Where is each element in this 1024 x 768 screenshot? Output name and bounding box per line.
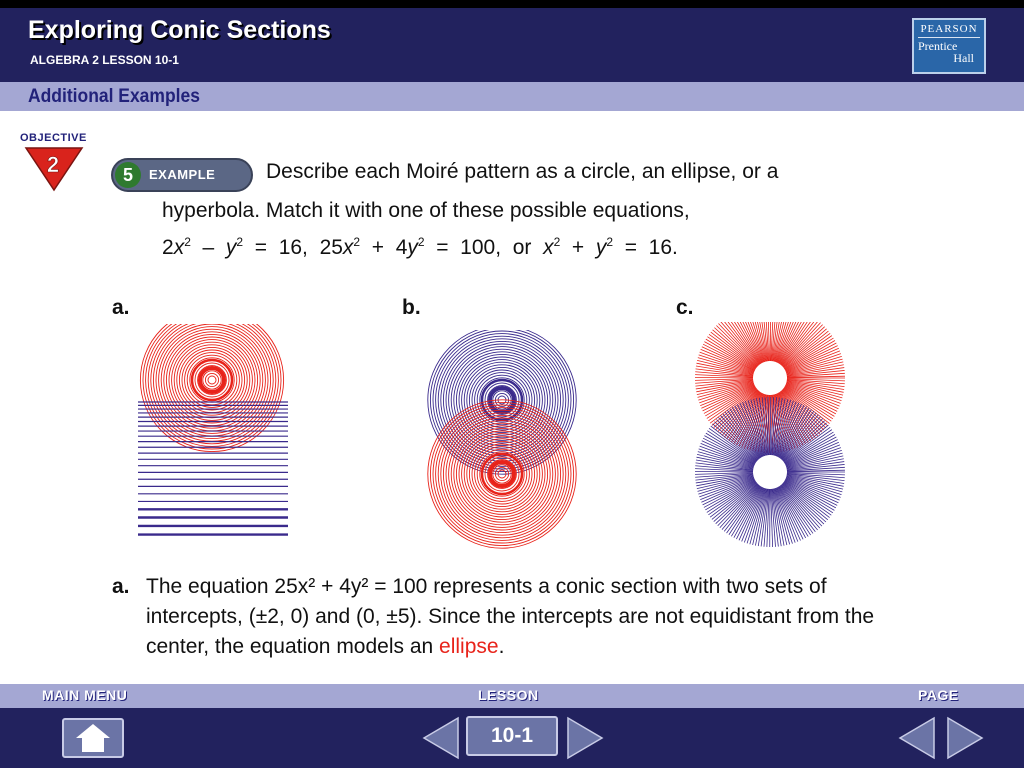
equation-3: $x^2 + y^2 = 16$. bbox=[543, 235, 678, 259]
moire-figure-a bbox=[136, 324, 292, 540]
main-menu-button[interactable] bbox=[62, 718, 124, 758]
main-menu-label: MAIN MENU bbox=[42, 687, 128, 703]
prompt-line-1: Describe each Moiré pattern as a circle, an ellipse, or a bbox=[266, 160, 779, 183]
example-badge bbox=[111, 158, 253, 192]
moire-figure-c bbox=[692, 322, 850, 552]
moire-figure-b bbox=[420, 330, 584, 552]
figure-c-label: c. bbox=[676, 296, 694, 319]
top-strip bbox=[0, 0, 1024, 8]
navigation-label-bar bbox=[0, 684, 1024, 708]
prompt-equations: $2x^2 - y^2 = 16$, $25x^2 + 4y^2 = 100$, or $x^2 + y^2 = 16$. bbox=[162, 235, 678, 259]
figure-a-lines bbox=[138, 402, 288, 535]
figure-b-label: b. bbox=[402, 296, 421, 319]
objective-label: OBJECTIVE bbox=[20, 132, 87, 144]
navigation-bar bbox=[0, 708, 1024, 768]
header-bar bbox=[0, 8, 1024, 82]
figure-a-rings bbox=[140, 324, 283, 452]
logo-hall: Hall bbox=[953, 51, 974, 65]
answer-tag: a. bbox=[112, 575, 130, 598]
logo-prentice: Prentice bbox=[918, 39, 958, 53]
section-label: Additional Examples bbox=[28, 86, 200, 107]
answer-text bbox=[146, 572, 912, 662]
publisher-logo bbox=[912, 18, 986, 74]
objective-number: 2 bbox=[46, 152, 60, 177]
logo-rule bbox=[918, 37, 980, 38]
equation-1: $2x^2 - y^2 = 16$, bbox=[162, 235, 308, 259]
figure-c-hole-bottom bbox=[754, 456, 786, 488]
example-number: 5 bbox=[115, 162, 141, 188]
objective-badge bbox=[20, 132, 90, 192]
lesson-next-arrow-icon[interactable] bbox=[566, 716, 606, 760]
page-next-arrow-icon[interactable] bbox=[946, 716, 986, 760]
logo-pearson: PEARSON bbox=[920, 23, 978, 35]
figure-a-label: a. bbox=[112, 296, 130, 319]
page-label: PAGE bbox=[918, 687, 959, 703]
answer-text-main: The equation 25x² + 4y² = 100 represents a conic section with two sets of intercepts, (±2, 0) and (0, ±5). Since the intercepts are not equidistant from the center, the equation models an bbox=[146, 575, 875, 658]
lesson-prev-arrow-icon[interactable] bbox=[420, 716, 460, 760]
lesson-label: LESSON bbox=[478, 687, 539, 703]
answer-highlight: ellipse bbox=[439, 635, 499, 658]
home-icon bbox=[64, 720, 122, 756]
figure-c-hole-top bbox=[754, 362, 786, 394]
lesson-number-button[interactable]: 10-1 bbox=[466, 716, 558, 756]
page-title: Exploring Conic Sections bbox=[28, 16, 331, 44]
answer-block bbox=[112, 572, 912, 662]
objective-triangle-icon bbox=[20, 144, 90, 192]
page-prev-arrow-icon[interactable] bbox=[896, 716, 936, 760]
section-bar bbox=[0, 82, 1024, 111]
example-label: EXAMPLE bbox=[149, 167, 216, 182]
lesson-subtitle: ALGEBRA 2 LESSON 10-1 bbox=[30, 53, 179, 67]
answer-text-end: . bbox=[498, 635, 505, 658]
prompt-line-2: hyperbola. Match it with one of these possible equations, bbox=[162, 199, 690, 222]
equation-2: $25x^2 + 4y^2 = 100$, bbox=[319, 235, 502, 259]
